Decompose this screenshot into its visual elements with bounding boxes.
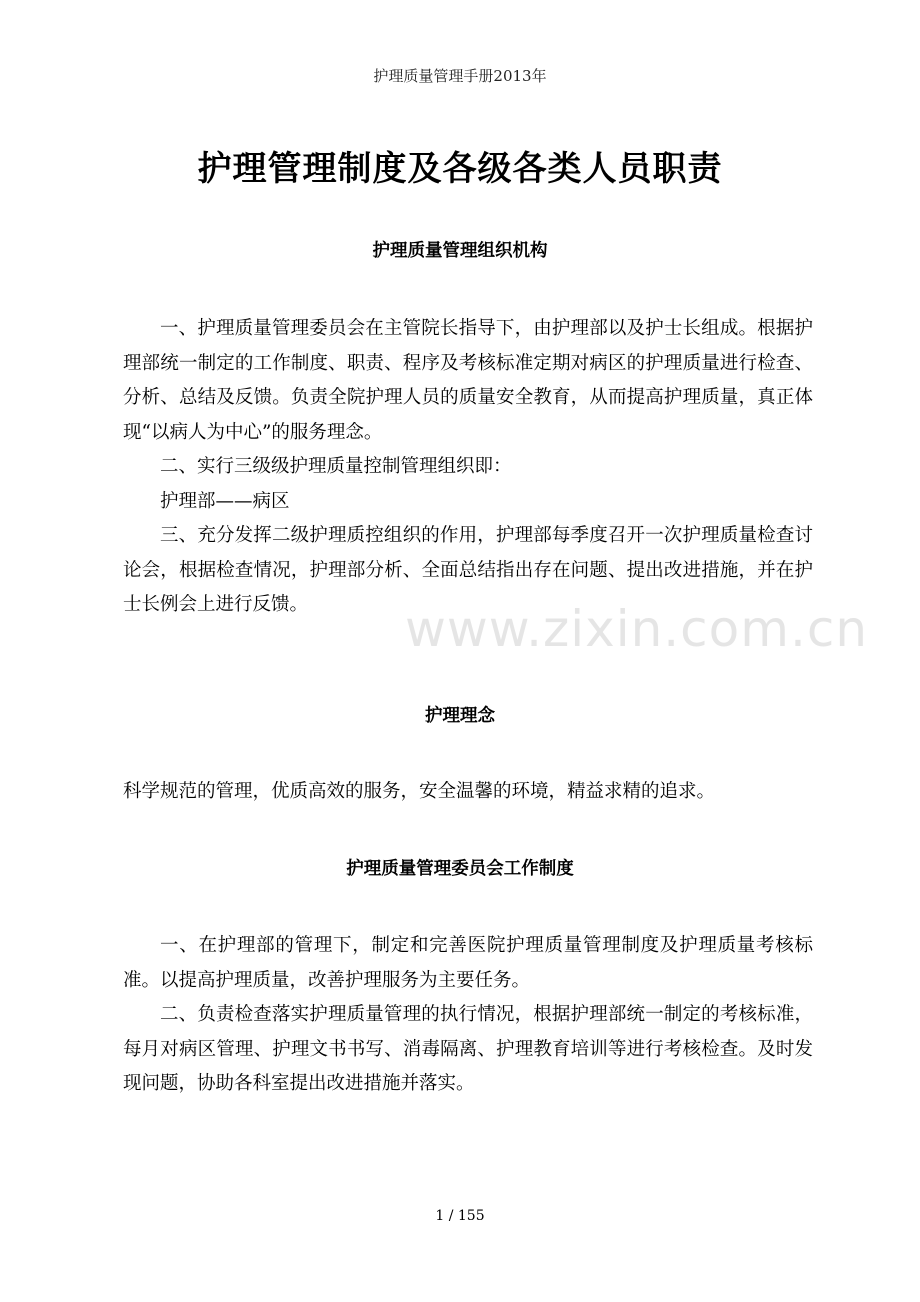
paragraph: 三、充分发挥二级护理质控组织的作用，护理部每季度召开一次护理质量检查讨论会，根据检查情况，护理部分析、全面总结指出存在问题、提出改进措施，并在护士长例会上进行反馈。 — [123, 525, 813, 615]
page-number: 1 / 155 — [435, 1208, 485, 1224]
section-heading-philosophy: 护理理念 — [425, 706, 495, 726]
document-title: 护理管理制度及各级各类人员职责 — [197, 149, 723, 189]
section-body-philosophy — [123, 775, 813, 810]
section-body-committee — [123, 929, 813, 1102]
section-heading-organization: 护理质量管理组织机构 — [372, 241, 548, 261]
section-heading-committee: 护理质量管理委员会工作制度 — [346, 859, 574, 879]
watermark: www.zixin.com.cn — [405, 600, 869, 658]
paragraph: 一、在护理部的管理下，制定和完善医院护理质量管理制度及护理质量考核标准。以提高护理质量，改善护理服务为主要任务。 — [123, 935, 813, 991]
paragraph: 二、实行三级级护理质量控制管理组织即： — [160, 456, 512, 477]
page-header: 护理质量管理手册2013年 — [373, 67, 547, 85]
paragraph: 二、负责检查落实护理质量管理的执行情况，根据护理部统一制定的考核标准，每月对病区管理、护理文书书写、消毒隔离、护理教育培训等进行考核检查。及时发现问题，协助各科室提出改进措施并落实。 — [123, 1004, 813, 1094]
paragraph: 科学规范的管理，优质高效的服务，安全温馨的环境，精益求精的追求。 — [123, 781, 716, 802]
paragraph: 护理部——病区 — [160, 490, 290, 512]
section-body-organization — [123, 312, 813, 623]
paragraph: 一、护理质量管理委员会在主管院长指导下，由护理部以及护士长组成。根据护理部统一制定的工作制度、职责、程序及考核标准定期对病区的护理质量进行检查、分析、总结及反馈。负责全院护理人员的质量安全教育，从而提高护理质量，真正体现“以病人为中心”的服务理念。 — [123, 318, 813, 443]
